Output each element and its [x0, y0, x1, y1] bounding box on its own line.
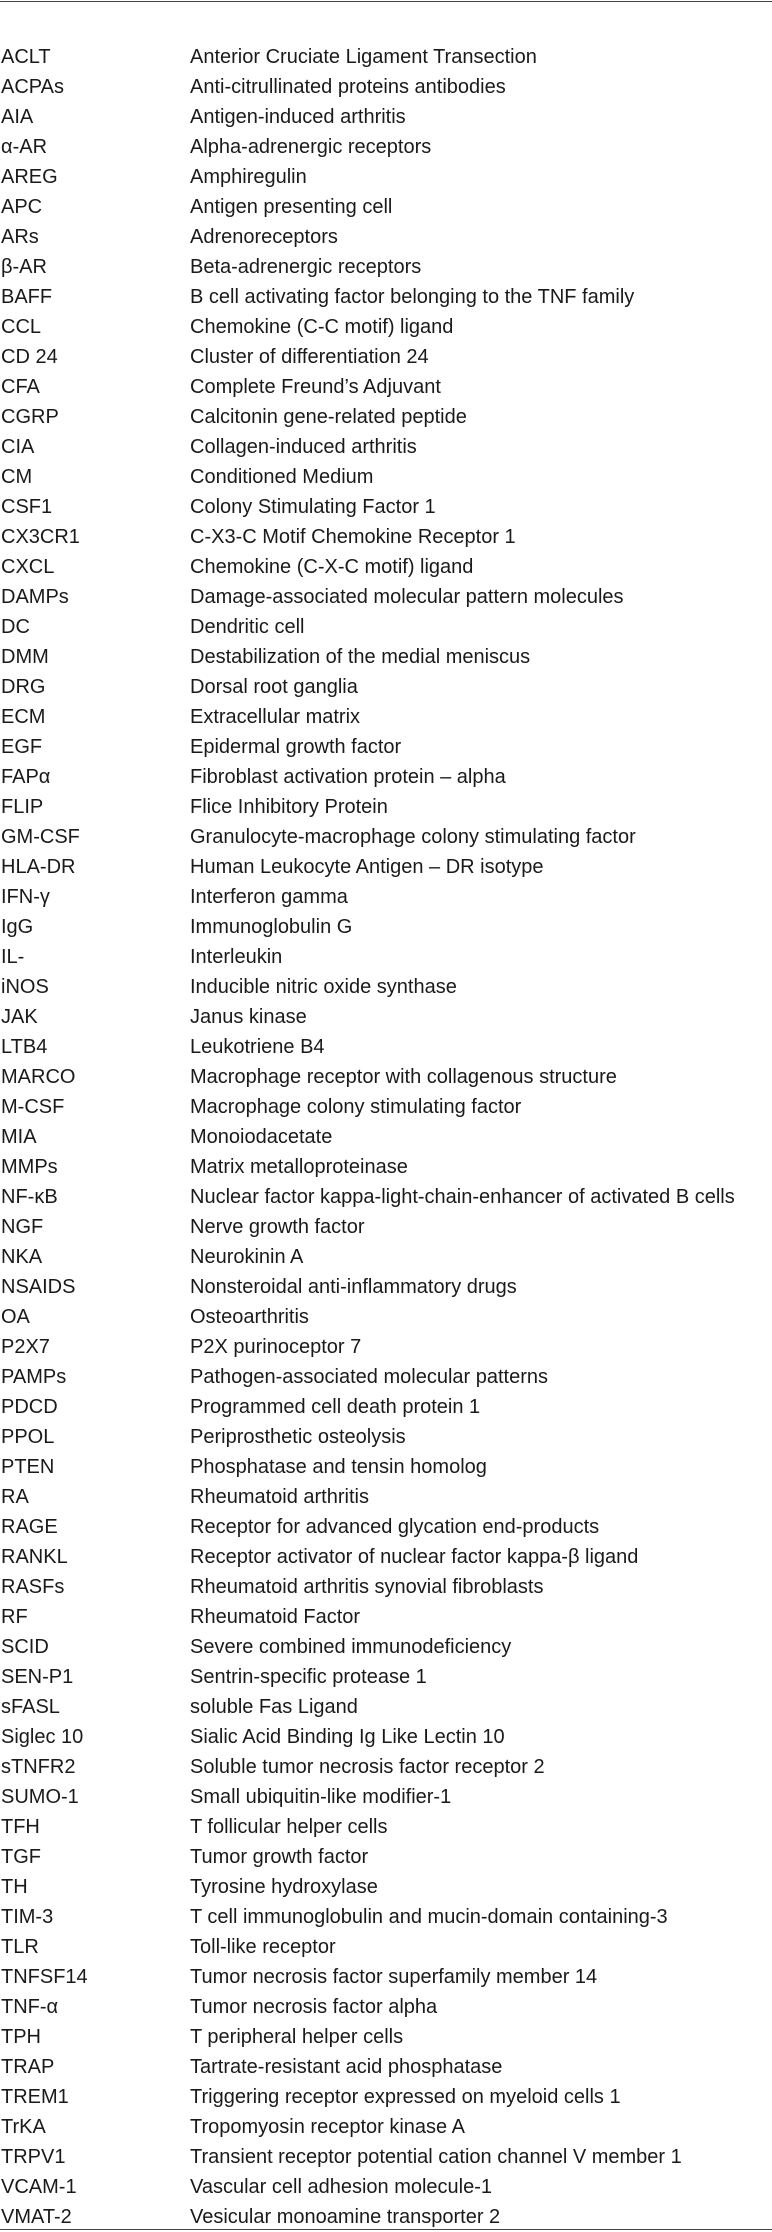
- table-row: [0, 1062, 772, 1092]
- abbreviation-cell: HLA-DR: [1, 856, 76, 878]
- definition-cell: Receptor activator of nuclear factor kappa-β ligand: [190, 1546, 639, 1568]
- table-row: [0, 762, 772, 792]
- abbreviation-cell: SUMO-1: [1, 1786, 79, 1808]
- abbreviation-cell: CCL: [1, 316, 42, 338]
- table-row: [0, 2082, 772, 2112]
- table-row: [0, 1152, 772, 1182]
- table-row: [0, 192, 772, 222]
- definition-cell: Nerve growth factor: [190, 1216, 365, 1238]
- abbreviation-cell: TRAP: [1, 2056, 55, 2078]
- definition-cell: Nonsteroidal anti-inflammatory drugs: [190, 1276, 517, 1298]
- definition-cell: Macrophage colony stimulating factor: [190, 1096, 522, 1118]
- table-row: [0, 252, 772, 282]
- definition-cell: Extracellular matrix: [190, 706, 361, 728]
- table-top-rule: [0, 1, 772, 2]
- abbreviation-cell: TIM-3: [1, 1906, 54, 1928]
- definition-cell: Antigen presenting cell: [190, 196, 393, 218]
- definition-cell: Vesicular monoamine transporter 2: [190, 2206, 501, 2228]
- table-row: [0, 102, 772, 132]
- abbreviation-cell: sFASL: [1, 1696, 60, 1718]
- abbreviation-cell: CFA: [1, 376, 40, 398]
- definition-cell: Receptor for advanced glycation end-products: [190, 1516, 600, 1538]
- definition-cell: Complete Freund’s Adjuvant: [190, 376, 441, 398]
- abbreviation-cell: ECM: [1, 706, 46, 728]
- table-row: [0, 1272, 772, 1302]
- definition-cell: Programmed cell death protein 1: [190, 1396, 481, 1418]
- table-row: [0, 582, 772, 612]
- definition-cell: Osteoarthritis: [190, 1306, 309, 1328]
- definition-cell: Human Leukocyte Antigen – DR isotype: [190, 856, 544, 878]
- abbreviation-cell: P2X7: [1, 1336, 50, 1358]
- definition-cell: Inducible nitric oxide synthase: [190, 976, 457, 998]
- definition-cell: Anterior Cruciate Ligament Transection: [190, 46, 537, 68]
- definition-cell: Leukotriene B4: [190, 1036, 325, 1058]
- table-row: [0, 1182, 772, 1212]
- table-row: [0, 1302, 772, 1332]
- abbreviation-cell: ACPAs: [1, 76, 64, 98]
- definition-cell: Fibroblast activation protein – alpha: [190, 766, 506, 788]
- definition-cell: Rheumatoid arthritis: [190, 1486, 369, 1508]
- abbreviation-cell: NSAIDS: [1, 1276, 76, 1298]
- table-row: [0, 1542, 772, 1572]
- abbreviation-cell: M-CSF: [1, 1096, 65, 1118]
- abbreviation-cell: TRPV1: [1, 2146, 66, 2168]
- abbreviation-cell: iNOS: [1, 976, 49, 998]
- definition-cell: Damage-associated molecular pattern molecules: [190, 586, 624, 608]
- definition-cell: Flice Inhibitory Protein: [190, 796, 388, 818]
- abbreviation-cell: IL-: [1, 946, 25, 968]
- table-row: [0, 492, 772, 522]
- table-row: [0, 1692, 772, 1722]
- abbreviation-cell: IgG: [1, 916, 34, 938]
- abbreviation-cell: β-AR: [1, 256, 47, 278]
- abbreviation-cell: TGF: [1, 1846, 41, 1868]
- definition-cell: Pathogen-associated molecular patterns: [190, 1366, 548, 1388]
- definition-cell: Cluster of differentiation 24: [190, 346, 429, 368]
- abbreviation-cell: CSF1: [1, 496, 53, 518]
- abbreviation-cell: NKA: [1, 1246, 43, 1268]
- table-row: [0, 1362, 772, 1392]
- table-row: [0, 432, 772, 462]
- abbreviation-cell: TLR: [1, 1936, 39, 1958]
- definition-cell: Chemokine (C-C motif) ligand: [190, 316, 454, 338]
- abbreviation-cell: PAMPs: [1, 1366, 67, 1388]
- definition-cell: Interferon gamma: [190, 886, 348, 908]
- table-row: [0, 612, 772, 642]
- table-row: [0, 2142, 772, 2172]
- abbreviation-cell: ACLT: [1, 46, 51, 68]
- definition-cell: Chemokine (C-X-C motif) ligand: [190, 556, 474, 578]
- definition-cell: Tumor growth factor: [190, 1846, 369, 1868]
- definition-cell: Macrophage receptor with collagenous structure: [190, 1066, 617, 1088]
- abbreviation-cell: SCID: [1, 1636, 49, 1658]
- abbreviation-cell: LTB4: [1, 1036, 48, 1058]
- definition-cell: P2X purinoceptor 7: [190, 1336, 362, 1358]
- table-row: [0, 462, 772, 492]
- definition-cell: Phosphatase and tensin homolog: [190, 1456, 487, 1478]
- table-row: [0, 1572, 772, 1602]
- abbreviation-cell: IFN-γ: [1, 886, 50, 908]
- abbreviation-cell: CD 24: [1, 346, 58, 368]
- abbreviation-cell: TNFSF14: [1, 1966, 88, 1988]
- table-row: [0, 2022, 772, 2052]
- table-row: [0, 1782, 772, 1812]
- abbreviation-cell: TPH: [1, 2026, 41, 2048]
- table-row: [0, 1992, 772, 2022]
- table-row: [0, 1842, 772, 1872]
- abbreviation-cell: MARCO: [1, 1066, 76, 1088]
- abbreviation-cell: CIA: [1, 436, 35, 458]
- table-row: [0, 312, 772, 342]
- definition-cell: B cell activating factor belonging to the TNF family: [190, 286, 635, 308]
- abbreviation-cell: PPOL: [1, 1426, 55, 1448]
- abbreviations-table: [0, 42, 772, 2232]
- abbreviation-cell: JAK: [1, 1006, 38, 1028]
- abbreviation-cell: DMM: [1, 646, 49, 668]
- table-row: [0, 732, 772, 762]
- abbreviation-cell: CM: [1, 466, 33, 488]
- definition-cell: Dendritic cell: [190, 616, 305, 638]
- definition-cell: Alpha-adrenergic receptors: [190, 136, 432, 158]
- definition-cell: T cell immunoglobulin and mucin-domain containing-3: [190, 1906, 668, 1928]
- abbreviation-cell: TH: [1, 1876, 28, 1898]
- table-row: [0, 1002, 772, 1032]
- definition-cell: Epidermal growth factor: [190, 736, 402, 758]
- definition-cell: Tumor necrosis factor alpha: [190, 1996, 438, 2018]
- abbreviation-cell: TrKA: [1, 2116, 46, 2138]
- abbreviation-cell: TFH: [1, 1816, 40, 1838]
- definition-cell: Tumor necrosis factor superfamily member 14: [190, 1966, 598, 1988]
- abbreviation-cell: MIA: [1, 1126, 37, 1148]
- table-row: [0, 1662, 772, 1692]
- abbreviation-cell: GM-CSF: [1, 826, 80, 848]
- definition-cell: T follicular helper cells: [190, 1816, 388, 1838]
- abbreviation-cell: RA: [1, 1486, 29, 1508]
- abbreviation-cell: EGF: [1, 736, 43, 758]
- definition-cell: Tartrate-resistant acid phosphatase: [190, 2056, 503, 2078]
- definition-cell: Neurokinin A: [190, 1246, 304, 1268]
- table-row: [0, 1722, 772, 1752]
- table-row: [0, 1122, 772, 1152]
- table-row: [0, 522, 772, 552]
- definition-cell: Adrenoreceptors: [190, 226, 338, 248]
- definition-cell: Nuclear factor kappa-light-chain-enhancer of activated B cells: [190, 1186, 735, 1208]
- table-row: [0, 1092, 772, 1122]
- table-row: [0, 672, 772, 702]
- table-row: [0, 2112, 772, 2142]
- abbreviation-cell: AIA: [1, 106, 34, 128]
- definition-cell: Tropomyosin receptor kinase A: [190, 2116, 465, 2138]
- definition-cell: Amphiregulin: [190, 166, 307, 188]
- definition-cell: Beta-adrenergic receptors: [190, 256, 422, 278]
- abbreviation-cell: FAPα: [1, 766, 51, 788]
- abbreviation-cell: PTEN: [1, 1456, 55, 1478]
- abbreviation-cell: AREG: [1, 166, 58, 188]
- abbreviation-cell: NF-κB: [1, 1186, 58, 1208]
- definition-cell: Toll-like receptor: [190, 1936, 336, 1958]
- table-row: [0, 402, 772, 432]
- abbreviation-cell: Siglec 10: [1, 1726, 84, 1748]
- definition-cell: Immunoglobulin G: [190, 916, 353, 938]
- abbreviation-cell: sTNFR2: [1, 1756, 76, 1778]
- table-row: [0, 2172, 772, 2202]
- definition-cell: Janus kinase: [190, 1006, 307, 1028]
- table-row: [0, 1212, 772, 1242]
- definition-cell: C-X3-C Motif Chemokine Receptor 1: [190, 526, 516, 548]
- abbreviation-cell: FLIP: [1, 796, 44, 818]
- abbreviation-cell: APC: [1, 196, 43, 218]
- table-row: [0, 852, 772, 882]
- table-row: [0, 1602, 772, 1632]
- abbreviation-cell: RAGE: [1, 1516, 58, 1538]
- definition-cell: Monoiodacetate: [190, 1126, 333, 1148]
- abbreviation-cell: CXCL: [1, 556, 55, 578]
- table-row: [0, 792, 772, 822]
- definition-cell: Triggering receptor expressed on myeloid cells 1: [190, 2086, 621, 2108]
- abbreviation-cell: ARs: [1, 226, 39, 248]
- table-row: [0, 72, 772, 102]
- table-row: [0, 1962, 772, 1992]
- abbreviation-cell: RASFs: [1, 1576, 65, 1598]
- definition-cell: Small ubiquitin-like modifier-1: [190, 1786, 452, 1808]
- table-row: [0, 1452, 772, 1482]
- definition-cell: Interleukin: [190, 946, 283, 968]
- table-row: [0, 1392, 772, 1422]
- abbreviation-cell: DRG: [1, 676, 46, 698]
- abbreviation-cell: CX3CR1: [1, 526, 80, 548]
- table-row: [0, 1242, 772, 1272]
- abbreviation-cell: PDCD: [1, 1396, 58, 1418]
- definition-cell: Collagen-induced arthritis: [190, 436, 417, 458]
- table-row: [0, 222, 772, 252]
- abbreviation-cell: CGRP: [1, 406, 59, 428]
- table-row: [0, 1632, 772, 1662]
- definition-cell: Sentrin-specific protease 1: [190, 1666, 427, 1688]
- table-row: [0, 132, 772, 162]
- abbreviation-cell: RF: [1, 1606, 28, 1628]
- definition-cell: Matrix metalloproteinase: [190, 1156, 408, 1178]
- table-row: [0, 162, 772, 192]
- table-row: [0, 1332, 772, 1362]
- abbreviation-cell: DAMPs: [1, 586, 69, 608]
- table-row: [0, 1812, 772, 1842]
- table-row: [0, 912, 772, 942]
- definition-cell: Periprosthetic osteolysis: [190, 1426, 406, 1448]
- definition-cell: Vascular cell adhesion molecule-1: [190, 2176, 493, 2198]
- abbreviation-cell: DC: [1, 616, 30, 638]
- table-row: [0, 1482, 772, 1512]
- table-row: [0, 282, 772, 312]
- table-row: [0, 972, 772, 1002]
- definition-cell: Anti-citrullinated proteins antibodies: [190, 76, 506, 98]
- definition-cell: Soluble tumor necrosis factor receptor 2: [190, 1756, 545, 1778]
- abbreviation-cell: OA: [1, 1306, 30, 1328]
- definition-cell: Colony Stimulating Factor 1: [190, 496, 436, 518]
- table-row: [0, 822, 772, 852]
- table-row: [0, 942, 772, 972]
- abbreviation-cell: TREM1: [1, 2086, 69, 2108]
- definition-cell: Sialic Acid Binding Ig Like Lectin 10: [190, 1726, 505, 1748]
- abbreviation-cell: VMAT-2: [1, 2206, 72, 2228]
- abbreviation-cell: RANKL: [1, 1546, 68, 1568]
- abbreviation-cell: BAFF: [1, 286, 53, 308]
- table-row: [0, 372, 772, 402]
- table-row: [0, 2052, 772, 2082]
- table-row: [0, 552, 772, 582]
- table-row: [0, 42, 772, 72]
- table-bottom-rule: [0, 2229, 772, 2230]
- table-row: [0, 702, 772, 732]
- abbreviation-cell: TNF-α: [1, 1996, 59, 2018]
- table-row: [0, 1422, 772, 1452]
- definition-cell: Calcitonin gene-related peptide: [190, 406, 467, 428]
- abbreviation-cell: α-AR: [1, 136, 48, 158]
- abbreviation-cell: SEN-P1: [1, 1666, 74, 1688]
- table-row: [0, 1932, 772, 1962]
- definition-cell: Dorsal root ganglia: [190, 676, 358, 698]
- table-row: [0, 882, 772, 912]
- abbreviation-cell: NGF: [1, 1216, 44, 1238]
- definition-cell: Transient receptor potential cation channel V member 1: [190, 2146, 682, 2168]
- definition-cell: Destabilization of the medial meniscus: [190, 646, 531, 668]
- table-row: [0, 342, 772, 372]
- table-row: [0, 1902, 772, 1932]
- definition-cell: Severe combined immunodeficiency: [190, 1636, 512, 1658]
- definition-cell: Rheumatoid Factor: [190, 1606, 361, 1628]
- definition-cell: Antigen-induced arthritis: [190, 106, 406, 128]
- table-row: [0, 642, 772, 672]
- table-row: [0, 1512, 772, 1542]
- definition-cell: T peripheral helper cells: [190, 2026, 404, 2048]
- abbreviation-cell: VCAM-1: [1, 2176, 77, 2198]
- definition-cell: Conditioned Medium: [190, 466, 374, 488]
- definition-cell: Tyrosine hydroxylase: [190, 1876, 378, 1898]
- table-row: [0, 1032, 772, 1062]
- table-row: [0, 1872, 772, 1902]
- definition-cell: Granulocyte-macrophage colony stimulating factor: [190, 826, 636, 848]
- table-row: [0, 2202, 772, 2232]
- definition-cell: Rheumatoid arthritis synovial fibroblasts: [190, 1576, 544, 1598]
- table-row: [0, 1752, 772, 1782]
- definition-cell: soluble Fas Ligand: [190, 1696, 358, 1718]
- abbreviation-cell: MMPs: [1, 1156, 58, 1178]
